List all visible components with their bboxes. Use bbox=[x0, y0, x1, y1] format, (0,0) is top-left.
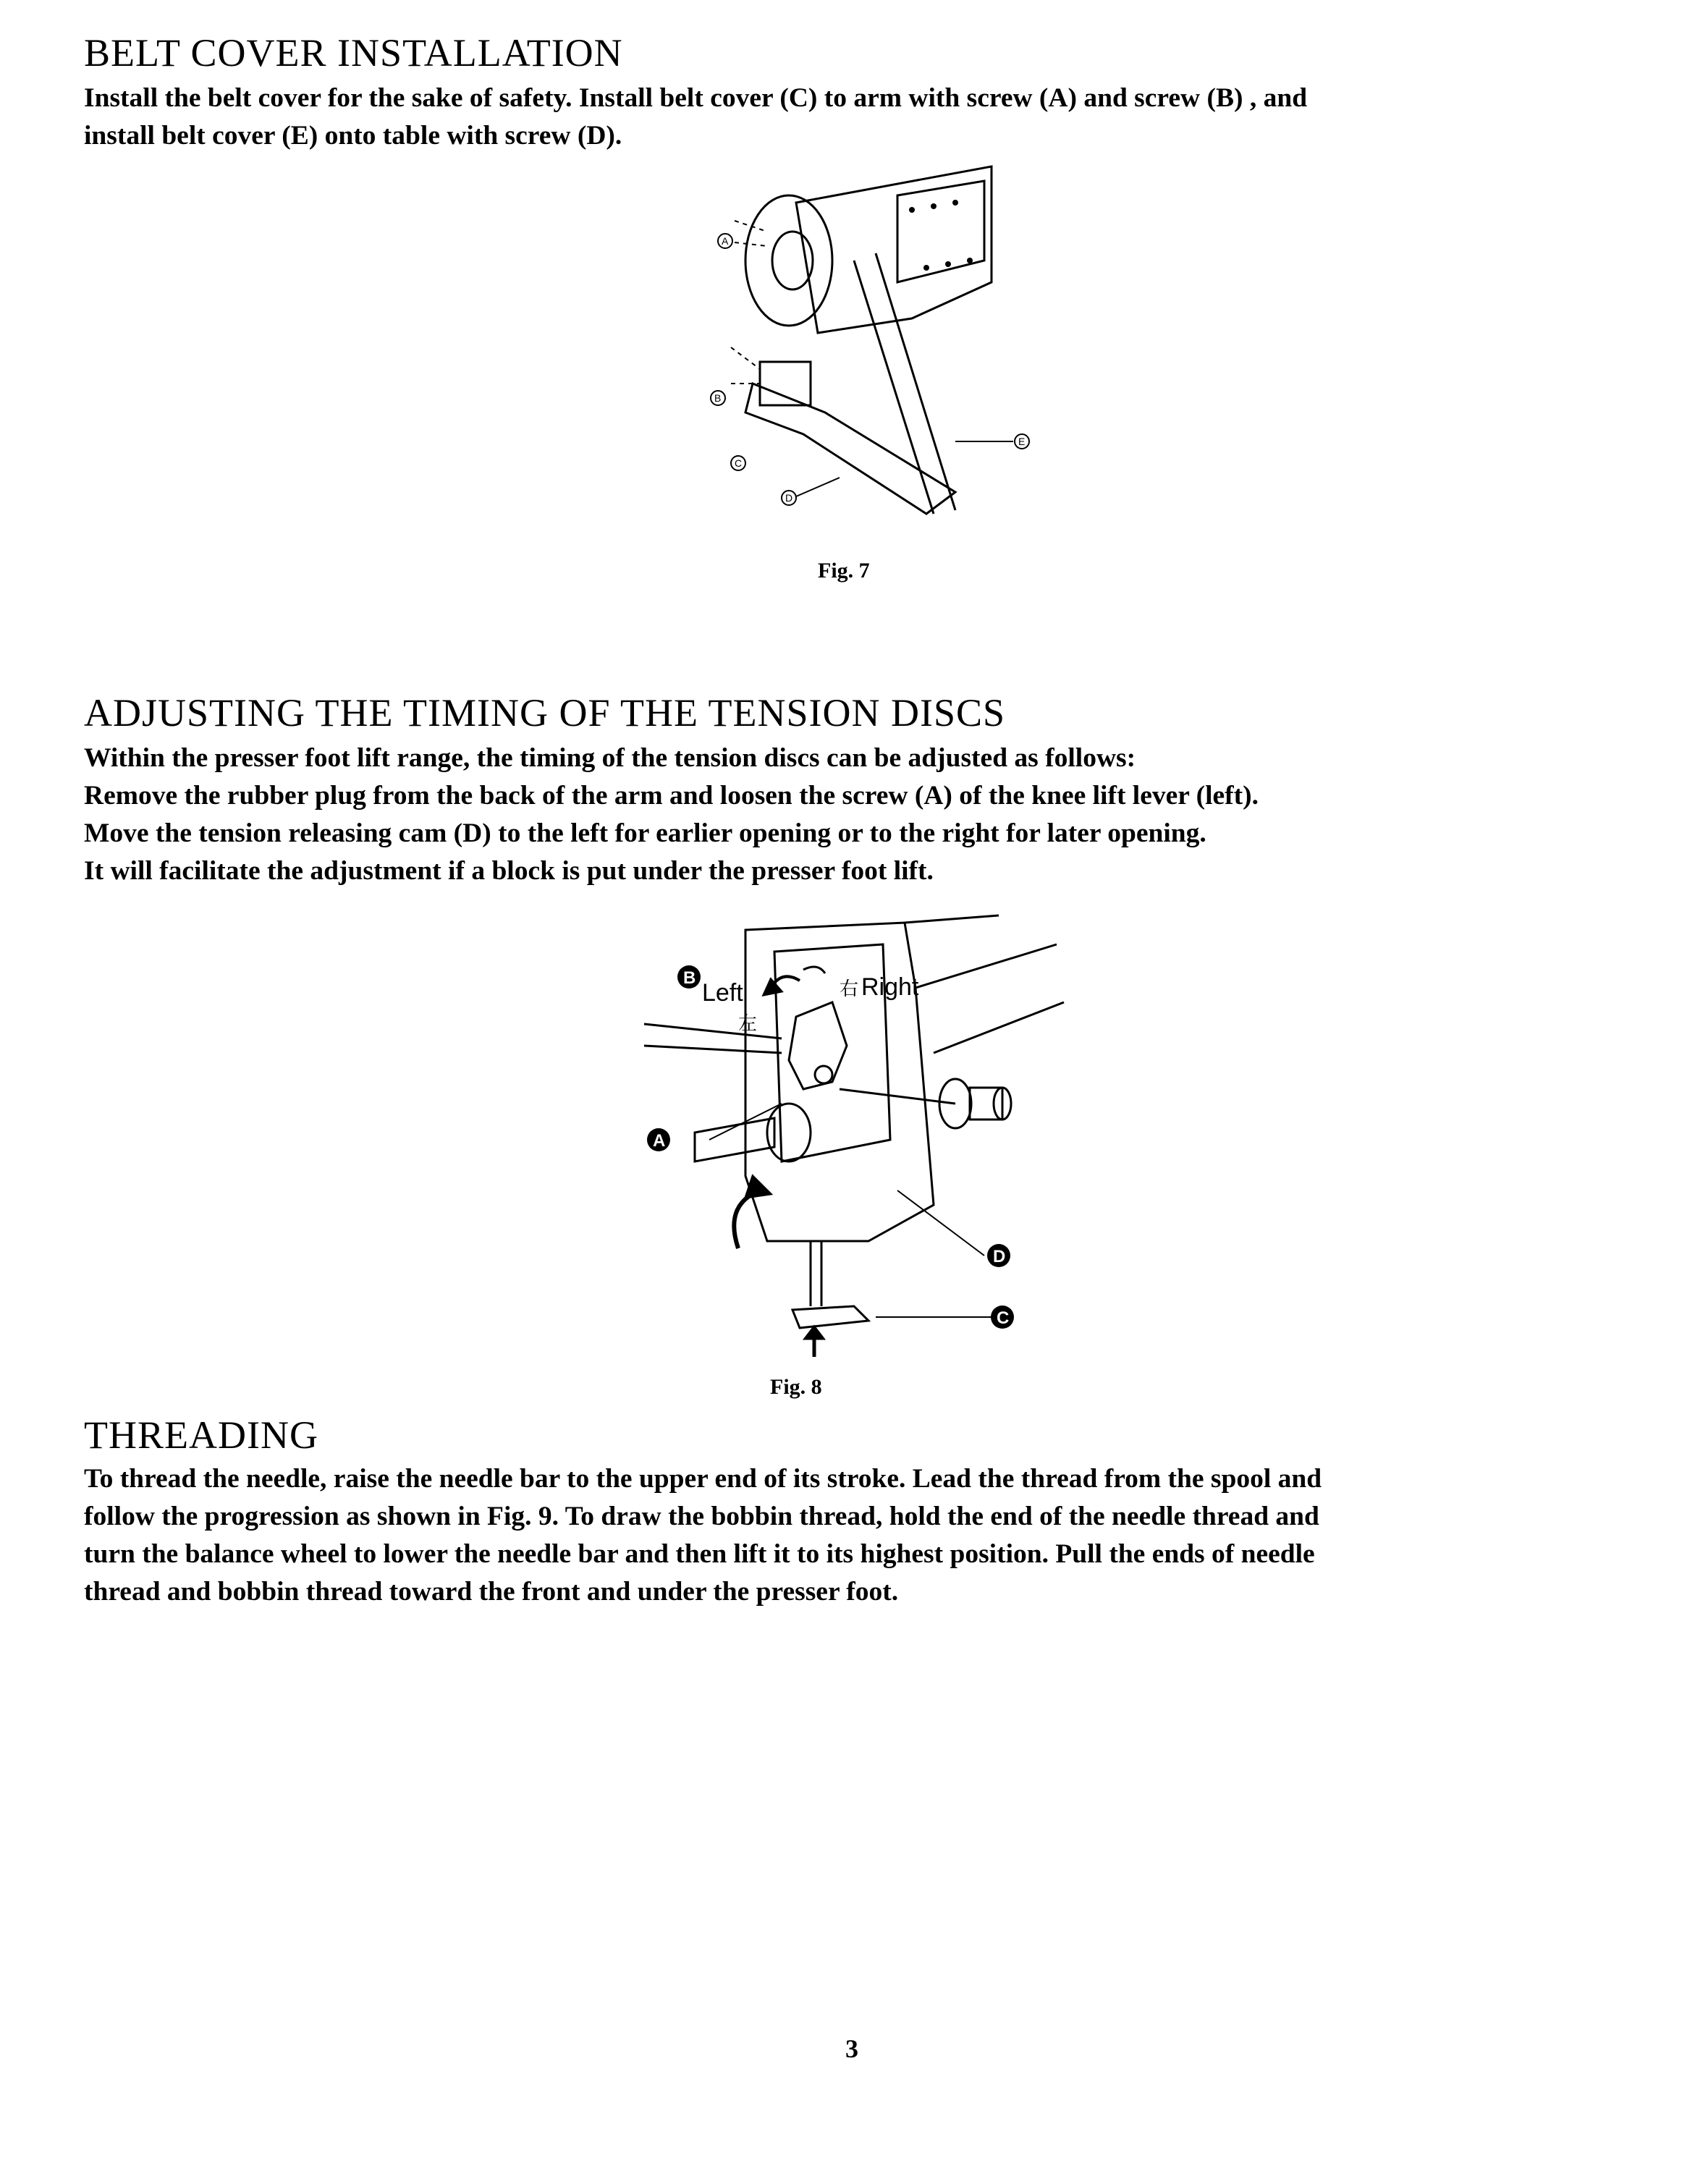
svg-text:D: D bbox=[993, 1247, 1006, 1266]
section-title-threading: THREADING bbox=[84, 1413, 318, 1457]
fig8-lift-arrow bbox=[734, 1190, 760, 1248]
fig7-arm-face bbox=[897, 181, 984, 282]
fig8-callout-a bbox=[647, 1128, 670, 1151]
fig8-cam-d bbox=[789, 1002, 847, 1089]
fig8-label-right: Right bbox=[861, 973, 919, 1001]
fig7-caption: Fig. 7 bbox=[818, 559, 870, 583]
fig8-label-left: Left bbox=[702, 979, 743, 1007]
fig7-belt bbox=[854, 253, 955, 514]
fig8-arm-top bbox=[905, 915, 1064, 1053]
threading-line: To thread the needle, raise the needle bar to the upper end of its stroke. Lead the thread from the spool and bbox=[84, 1464, 1322, 1494]
tension-line: Move the tension releasing cam (D) to the left for earlier opening or to the right for later opening. bbox=[84, 818, 1206, 848]
fig7-callout-a bbox=[718, 234, 732, 248]
fig7-arm-body bbox=[796, 166, 992, 333]
fig7-callout-c bbox=[731, 456, 745, 470]
page-number: 3 bbox=[845, 2034, 858, 2063]
svg-text:A: A bbox=[722, 235, 729, 247]
fig7-pulley bbox=[745, 195, 832, 326]
fig8-tension-diagram bbox=[637, 901, 1100, 1364]
svg-text:C: C bbox=[997, 1308, 1010, 1328]
tension-line: Remove the rubber plug from the back of the arm and loosen the screw (A) of the knee lift lever (left). bbox=[84, 781, 1259, 811]
fig8-presser-foot bbox=[792, 1306, 868, 1328]
fig8-needle-bar bbox=[811, 1241, 821, 1306]
fig7-callout-e bbox=[955, 434, 1029, 449]
tension-text bbox=[84, 740, 1633, 890]
fig8-label-left-cn: 左 bbox=[738, 1012, 758, 1034]
fig8-shaft bbox=[644, 1024, 955, 1104]
svg-text:D: D bbox=[785, 492, 793, 504]
svg-text:A: A bbox=[653, 1131, 666, 1151]
fig7-belt-cover-c bbox=[745, 384, 955, 514]
fig8-head-outline bbox=[745, 923, 934, 1241]
belt-cover-line: install belt cover (E) onto table with screw (D). bbox=[84, 121, 622, 151]
fig7-callout-b bbox=[711, 391, 725, 405]
section-title-belt-cover: BELT COVER INSTALLATION bbox=[84, 31, 623, 75]
threading-line: turn the balance wheel to lower the needle bar and then lift it to its highest position. Pull the ends of needle bbox=[84, 1539, 1315, 1569]
svg-text:E: E bbox=[1018, 436, 1026, 447]
fig7-face-screws bbox=[909, 200, 973, 271]
threading-text bbox=[84, 1460, 1633, 1611]
tension-line: It will facilitate the adjustment if a block is put under the presser foot lift. bbox=[84, 856, 934, 886]
fig8-callout-d bbox=[987, 1244, 1010, 1267]
fig8-callout-b bbox=[677, 965, 701, 989]
threading-line: thread and bobbin thread toward the front and under the presser foot. bbox=[84, 1577, 899, 1607]
svg-text:B: B bbox=[714, 392, 722, 404]
fig8-caption: Fig. 8 bbox=[770, 1375, 822, 1399]
svg-text:C: C bbox=[735, 457, 743, 469]
fig7-callout-d bbox=[782, 478, 840, 505]
belt-cover-text bbox=[84, 80, 1633, 155]
fig8-callout-c bbox=[991, 1305, 1014, 1329]
fig8-right-arrow bbox=[803, 967, 825, 973]
tension-line: Within the presser foot lift range, the timing of the tension discs can be adjusted as follows: bbox=[84, 743, 1136, 773]
fig8-label-right-cn: 右 bbox=[840, 978, 859, 999]
fig7-belt-cover-diagram bbox=[651, 152, 1057, 528]
fig7-bracket bbox=[760, 362, 811, 405]
fig8-block bbox=[695, 1118, 774, 1161]
threading-line: follow the progression as shown in Fig. 9. To draw the bobbin thread, hold the end of the needle thread and bbox=[84, 1502, 1319, 1531]
fig7-screw-guides bbox=[731, 221, 767, 384]
svg-text:B: B bbox=[683, 968, 696, 988]
section-title-tension-discs: ADJUSTING THE TIMING OF THE TENSION DISCS bbox=[84, 691, 1006, 735]
belt-cover-line: Install the belt cover for the sake of safety. Install belt cover (C) to arm with screw (A) and screw (B) , and bbox=[84, 83, 1308, 113]
